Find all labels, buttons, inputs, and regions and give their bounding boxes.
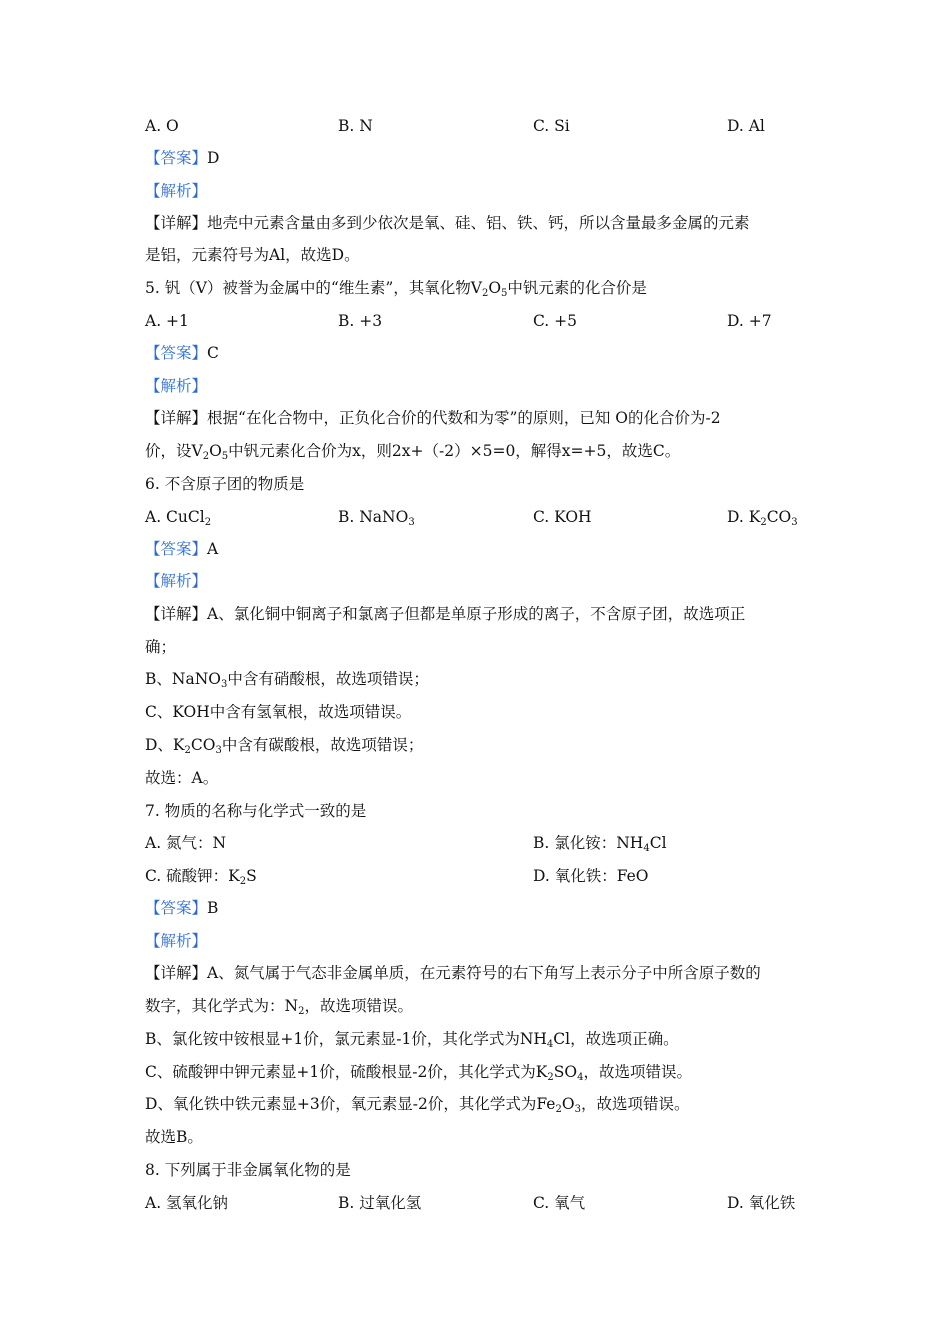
detail-text: 中含有碳酸根，故选项错误； (221, 736, 424, 754)
q6-option-a (145, 507, 211, 527)
subscript: 5 (221, 451, 229, 462)
subscript: 2 (239, 876, 247, 887)
option-text: S (246, 867, 257, 885)
q5-option-c: C. +5 (533, 312, 578, 330)
detail-text: ，故选项错误。 (583, 1063, 692, 1081)
subscript: 4 (643, 843, 650, 854)
option-text: Cl (649, 834, 667, 852)
q4-option-c: C. Si (533, 117, 570, 135)
q7-detail (145, 963, 761, 985)
analysis-tag: 【解析】 (145, 182, 208, 200)
q4-detail (145, 213, 750, 235)
option-text: B. 氯化铵：NH (533, 834, 644, 852)
answer-tag: 【答案】 (145, 540, 208, 558)
analysis-tag: 【解析】 (145, 932, 208, 950)
q7-option-c (145, 866, 257, 886)
q8-option-c: C. 氧气 (533, 1194, 586, 1212)
detail-text: A、氮气属于气态非金属单质，在元素符号的右下角写上表示分子中所含原子数的 (207, 964, 761, 982)
q5-option-b: B. +3 (338, 312, 383, 330)
analysis-tag: 【解析】 (145, 377, 208, 395)
q7-stem: 7. 物质的名称与化学式一致的是 (145, 802, 367, 820)
q7-line-b (145, 1029, 679, 1051)
subscript: 5 (501, 288, 508, 299)
subscript: 2 (760, 517, 767, 528)
stem-text: 中钒元素的化合价是 (507, 279, 647, 297)
answer-value: B (207, 899, 219, 917)
q5-option-d: D. +7 (727, 312, 772, 330)
q6-analysis (145, 571, 207, 593)
detail-text: B、氯化铵中铵根显+1价，氯元素显-1价，其化学式为NH (145, 1030, 547, 1048)
answer-tag: 【答案】 (145, 344, 208, 362)
detail-text: O (561, 1095, 575, 1113)
detail-text: C、硫酸钾中钾元素显+1价，硫酸根显-2价，其化学式为K (145, 1063, 548, 1081)
subscript: 2 (298, 1006, 305, 1017)
subscript: 3 (215, 745, 222, 756)
q4-option-b: B. N (338, 117, 373, 135)
detail-tag: 【详解】 (145, 409, 208, 427)
q8-option-b: B. 过氧化氢 (338, 1194, 422, 1212)
q5-analysis (145, 376, 207, 398)
stem-text: O (488, 279, 502, 297)
subscript: 2 (481, 288, 489, 299)
q6-line-c: C、KOH中含有氢氧根，故选项错误。 (145, 703, 412, 721)
option-text: C. 硫酸钾：K (145, 867, 240, 885)
detail-text: 根据“在化合物中，正负化合价的代数和为零”的原则，已知 O的化合价为-2 (207, 409, 721, 427)
answer-value: D (207, 149, 220, 167)
q6-detail (145, 604, 745, 626)
q6-stem: 6. 不含原子团的物质是 (145, 475, 305, 493)
q7-detail-cont (145, 996, 413, 1018)
q5-detail-cont (145, 441, 680, 463)
detail-text: D、K (145, 736, 185, 754)
q4-detail-cont: 是铝，元素符号为Al，故选D。 (145, 246, 360, 264)
subscript: 3 (791, 517, 798, 528)
detail-text: A、氯化铜中铜离子和氯离子但都是单原子形成的离子，不含原子团，故选项正 (207, 605, 746, 623)
detail-tag: 【详解】 (145, 605, 208, 623)
q5-answer (145, 343, 219, 365)
q8-option-a: A. 氢氧化钠 (145, 1194, 229, 1212)
q7-option-a: A. 氮气：N (145, 834, 227, 852)
q7-analysis (145, 931, 207, 953)
subscript: 4 (546, 1039, 554, 1050)
detail-text: ，故选项错误。 (580, 1095, 690, 1113)
q4-option-d: D. Al (727, 117, 765, 135)
q5-detail (145, 408, 721, 430)
stem-text: 5. 钒（V）被誉为金属中的“维生素”，其氧化物V (145, 279, 482, 297)
answer-value: C (207, 344, 219, 362)
subscript: 2 (184, 745, 191, 756)
detail-text: SO (553, 1063, 578, 1081)
q6-conclusion: 故选：A。 (145, 769, 219, 787)
detail-tag: 【详解】 (145, 214, 208, 232)
detail-text: CO (190, 736, 216, 754)
detail-text: Cl，故选项正确。 (553, 1030, 679, 1048)
detail-text: 中钒元素化合价为x，则2x+（-2）×5=0，解得x=+5，故选C。 (228, 442, 681, 460)
q8-stem: 8. 下列属于非金属氧化物的是 (145, 1161, 351, 1179)
analysis-tag: 【解析】 (145, 572, 208, 590)
q4-answer (145, 148, 219, 170)
detail-text: D、氧化铁中铁元素显+3价，氧元素显-2价，其化学式为Fe (145, 1095, 556, 1113)
q8-option-d: D. 氧化铁 (727, 1194, 796, 1212)
answer-tag: 【答案】 (145, 899, 208, 917)
q5-option-a: A. +1 (145, 312, 189, 330)
q6-option-b (338, 507, 415, 527)
q7-option-d: D. 氧化铁：FeO (533, 867, 649, 885)
subscript: 2 (202, 451, 210, 462)
detail-text: 数字，其化学式为：N (145, 997, 299, 1015)
q4-option-a: A. O (145, 117, 179, 135)
q6-detail-cont: 确； (145, 638, 177, 656)
option-text: B. NaNO (338, 508, 409, 526)
subscript: 3 (574, 1104, 581, 1115)
subscript: 2 (555, 1104, 562, 1115)
option-text: CO (766, 508, 792, 526)
detail-tag: 【详解】 (145, 964, 208, 982)
detail-text: ，故选项错误。 (304, 997, 413, 1015)
subscript: 3 (220, 679, 228, 690)
subscript: 2 (204, 517, 212, 528)
detail-text: 地壳中元素含量由多到少依次是氧、硅、铝、铁、钙，所以含量最多金属的元素 (207, 214, 750, 232)
q5-stem (145, 278, 647, 300)
q7-answer (145, 898, 218, 920)
q7-line-d (145, 1094, 689, 1116)
q7-line-c (145, 1062, 692, 1084)
answer-value: A (207, 540, 219, 558)
q6-option-d (727, 507, 798, 527)
q6-line-d (145, 735, 423, 757)
q6-option-c: C. KOH (533, 508, 592, 526)
q6-answer (145, 539, 218, 561)
q7-conclusion: 故选B。 (145, 1128, 203, 1146)
subscript: 4 (577, 1072, 584, 1083)
answer-tag: 【答案】 (145, 149, 208, 167)
option-text: A. CuCl (145, 508, 205, 526)
detail-text: 价，设V (145, 442, 203, 460)
detail-text: 中含有硝酸根，故选项错误； (227, 670, 429, 688)
detail-text: B、NaNO (145, 670, 221, 688)
option-text: D. K (727, 508, 761, 526)
q4-analysis (145, 181, 207, 203)
q6-line-b (145, 669, 429, 691)
detail-text: O (209, 442, 222, 460)
subscript: 2 (547, 1072, 554, 1083)
subscript: 3 (408, 517, 415, 528)
q7-option-b (533, 833, 667, 853)
